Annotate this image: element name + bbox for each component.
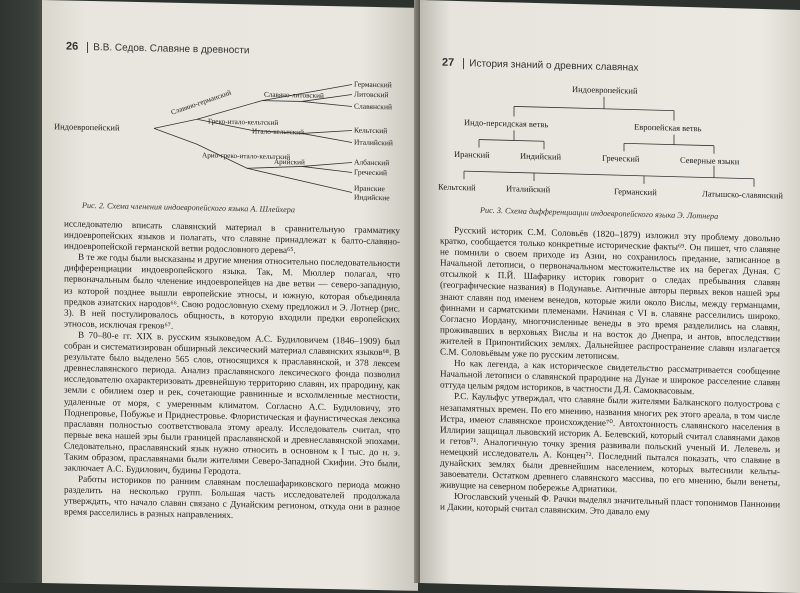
tree1-branch-ario: Арио-греко-итало-кельтский <box>202 151 291 162</box>
tree1-leaf-alb: Албанский <box>354 157 390 168</box>
right-figure-caption: Рис. 3. Схема дифференциации индоевропейского языка Э. Лотнера <box>480 205 719 221</box>
schleicher-tree-diagram <box>52 66 412 204</box>
left-page-number: 26 <box>66 40 79 53</box>
book-cover-edge <box>0 0 48 583</box>
right-running-head <box>442 57 639 74</box>
right-paragraph: Но как легенда, а как историческое свидетельство рассматривается сообщение Начальной летописи о славянской прародине на Дунае и широкое расселение славян оттуда целым рядом историков, в частности Д.Я. Самоквасовым. <box>440 358 780 397</box>
left-paragraph: В те же годы были высказаны и другие мнения относительно последовательности дифференциации индоевропейского языка. Так, М. Мюллер полагал, что первоначальным было членение индоевропейцев на две ветви — северо-западную, из которой позднее вышли европейские этносы, и южную, которая объединяла предков азиатских народов⁶⁶. Свою родословную схему предложил и Э. Лотнер (рис. 3). В ней постулировалось общность, в которую входили предки европейских этносов, исключая греков⁶⁷. <box>64 252 400 331</box>
tree2-germanic: Германский <box>614 186 657 198</box>
left-running-head <box>66 41 249 57</box>
right-paragraph: Русский историк С.М. Соловьёв (1820–1879) изложил эту проблему довольно кратко, сообщается только конкретные исторические факты⁶⁹. Он пишет, что славяне не помнили о своем приходе из Азии, но сохранилось предание, записанное в Начальной летописи, о первоначальном местожительстве их на берегах Дуная. С отсылкой к П.Й. Шафарику историк говорит о следах пребывания славян (географические названия) в Подунавье. Античные авторы первых веков нашей эры знают славян под именем венедов, которые жили около Вислы, между германцами, финнами и сарматскими племенами. Начиная с VI в. славяне расселились широко. Согласно Иордану, многочисленные венеды в это время разделились на славян, проживавших в верховьях Вислы и на восток до Днепра, и антов, впоследствии жителей в Припонтийских землях. Дальнейшее распространение славян излагается С.М. Соловьёвым уже по русским летописям. <box>440 224 780 362</box>
right-paragraph: Р.С. Каульфус утверждал, что славяне были жителями Балканского полуострова с незапамятных времен. По его мнению, названия многих рек этого ареала, в том числе Истра, имеют славянское происхождение⁷⁰. Автохтонность славянского населения в Иллирии защищал львовский историк А. Белевский, который считал славянами даков и гетов⁷¹. Аналогичную точку зрения развивали польский ученый И. Лелевель и немецкий исследователь А. Концен⁷². Последний пытался показать, что славяне в дунайских землях были древнейшим населением, которых вытеснили кельты-завоеватели. Остатком древнего славянского массива, по его мнению, были венеты, живущие на северном побережье Адриатики. <box>440 391 780 495</box>
lottner-tree-diagram <box>434 76 794 215</box>
left-running-title: В.В. Седов. Славяне в древности <box>93 42 250 57</box>
tree1-leaf-greek: Греческий <box>354 167 388 178</box>
right-page-number: 27 <box>442 56 455 69</box>
tree1-branch-slavgerm: Славяно-германский <box>169 88 233 117</box>
tree1-sub-arian: Арийский <box>274 157 305 167</box>
tree2-northern: Северные языки <box>680 154 740 167</box>
right-paragraph: Югославский ученый Ф. Рачки выделял значительный пласт топонимов Паннонии и Дакии, который считал славянским. Это давало ему <box>440 491 780 518</box>
tree1-leaf-slav: Славянский <box>354 101 392 112</box>
tree2-greek: Греческий <box>602 152 640 164</box>
tree2-branch-indopersian: Индо-персидская ветвь <box>464 117 549 130</box>
right-running-title: История знаний о древних славянах <box>469 58 639 74</box>
tree2-root: Индоевропейский <box>572 83 638 96</box>
left-page <box>42 0 418 591</box>
left-body-text <box>64 218 400 525</box>
tree1-leaf-iran: Иранские <box>354 183 385 194</box>
tree1-leaf-german: Германский <box>354 79 392 90</box>
right-body-text <box>440 225 780 522</box>
right-page <box>420 0 800 593</box>
tree1-leaf-celt: Кельтский <box>354 125 388 136</box>
left-paragraph: Работы историков по ранним славянам послешафариковского периода можно разделить на несколько групп. Большая часть исследователей продолжала утверждать, что начало славян связано с Дунайским регионом, откуда они в разное время расселились в разных направлениях. <box>64 473 400 521</box>
tree2-iranian: Иранский <box>454 148 490 160</box>
tree1-leaf-ind: Индийские <box>354 192 390 203</box>
left-paragraph: исследователю вписать славянский материал в сравнительную грамматику индоевропейских языков и полагать, что славяне принадлежат к балто-славяно-индоевропейской германской ветви родословного дерева⁶⁵. <box>64 218 400 256</box>
tree1-sub-slavlit: Славяно-литовский <box>264 90 324 100</box>
tree1-leaf-lit: Литовский <box>354 89 389 100</box>
tree2-celtic: Кельтский <box>438 181 476 193</box>
tree2-indian: Индийский <box>520 150 562 162</box>
tree2-latvoslav: Латышско-славянский <box>702 188 783 201</box>
tree2-italic: Италийский <box>506 183 551 195</box>
tree1-root: Индоевропейский <box>54 121 120 133</box>
tree1-sub-italocelt: Итало-кельтский <box>252 127 304 137</box>
left-paragraph: В 70–80-е гг. XIX в. русским языковедом А.С. Будиловичем (1846–1909) был собран и систематизирован обширный лексический материал славянских языков⁶⁸. В результате было выделено 565 слов, относящихся к праславянской, и 378 лексем древнеславянского периода. Анализ праславянского лексического фонда позволил исследователю охарактеризовать древнейшую территорию славян, их прародину, как земли с обилием озер и рек, сочетающие равнинные и всхолмленные местности, удаленные от моря, с умеренным климатом. Согласно А.С. Будиловичу, это Поднепровье, Побужье и Приднестровье. Флористическая и фаунистическая лексика праславян полностью соответствовала этому ареалу. Исследователь считал, что первые века нашей эры были границей праславянской и древнеславянской эпохами. Следовательно, праславянский язык нужно относить в основном к I тыс. до н. э. Таким образом, праславянами были жителями Северо-Западной Скифии. Это были, заключает А.С. Будилович, будины Геродота. <box>64 329 400 477</box>
left-figure-caption: Рис. 2. Схема членения индоевропейского языка А. Шлейхера <box>82 200 295 215</box>
tree1-branch-greco: Греко-итало-кельтский <box>208 117 279 127</box>
tree1-leaf-ital: Италийский <box>354 137 393 148</box>
tree2-branch-european: Европейская ветвь <box>634 121 702 134</box>
